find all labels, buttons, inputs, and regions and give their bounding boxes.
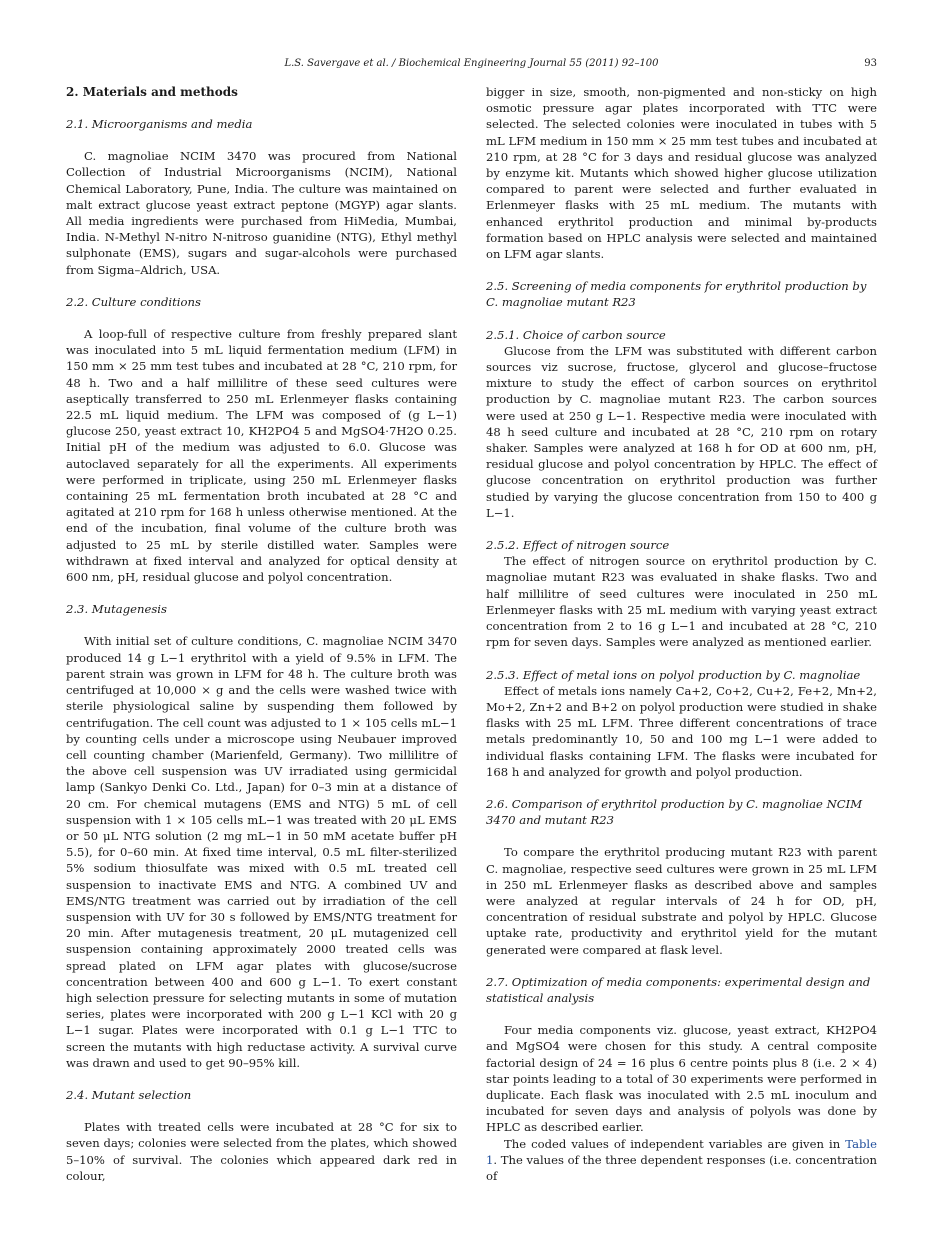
subsection-title-2-4: 2.4. Mutant selection <box>66 1087 192 1102</box>
subsection-title-2-6: 2.6. Comparison of erythritol production by C. magnoliae NCIM 3470 and mutant R23 <box>486 796 863 828</box>
subsection-title-2-5-3: 2.5.3. Effect of metal ions on polyol production by C. magnoliae <box>486 667 861 682</box>
running-header <box>66 56 877 72</box>
paragraph-2-5-2: The effect of nitrogen source on erythritol production by C. magnoliae mutant R23 was evaluated in shake flasks. Two and half millilitre of seed cultures were inoculated in 250 mL Erlenmeyer flasks with 25 mL medium with varying yeast extract concentration from 2 to 16 g L−1 and incubated at 28 °C, 210 rpm for seven days. Samples were analyzed as mentioned earlier. <box>486 554 877 650</box>
paragraph-2-6: To compare the erythritol producing mutant R23 with parent C. magnoliae, respective seed cultures were grown in 25 mL LFM in 250 mL Erlenmeyer flasks as described above and samples were analyzed at regular intervals of 24 h for OD, pH, concentration of residual substrate and polyol by HPLC. Glucose uptake rate, productivity and erythritol yield for the mutant generated were compared at flask level. <box>486 845 877 957</box>
paragraph-2-7-2 <box>486 1136 877 1185</box>
subsection-title-2-7: 2.7. Optimization of media components: experimental design and statistical analysis <box>486 974 871 1005</box>
paragraph-2-7-2-end: . The values of the three dependent responses (i.e. concentration of <box>486 1152 877 1183</box>
table-1-link[interactable]: Table 1 <box>486 1136 878 1167</box>
page-number: 93 <box>864 58 877 69</box>
paragraph-2-5-1: Glucose from the LFM was substituted with different carbon sources viz sucrose, fructose, glycerol and glucose–fructose mixture to study the effect of carbon sources on erythritol production by C. magnoliae mutant R23. The carbon sources were used at 250 g L−1. Respective media were inoculated with 48 h seed culture and incubated at 28 °C, 210 rpm on rotary shaker. Samples were analyzed at 168 h for OD at 600 nm, pH, residual glucose and polyol concentration by HPLC. The effect of glucose concentration on erythritol production was further studied by varying the glucose concentration from 150 to 400 g L−1. <box>486 343 877 520</box>
running-title: L.S. Savergave et al. / Biochemical Engineering Journal 55 (2011) 92–100 <box>284 58 659 69</box>
paragraph-2-4-continued: bigger in size, smooth, non-pigmented and non-sticky on high osmotic pressure agar plates incorporated with TTC were selected. The selected colonies were inoculated in tubes with 5 mL LFM medium in 150 mm × 25 mm test tubes and incubated at 210 rpm, at 28 °C for 3 days and residual glucose was analyzed by enzyme kit. Mutants which showed higher glucose utilization compared to parent were selected and further evaluated in Erlenmeyer flasks with 25 mL medium. The mutants with enhanced erythritol production and minimal by-products formation based on HPLC analysis were selected and maintained on LFM agar slants. <box>486 85 877 262</box>
right-column <box>486 84 877 1184</box>
paragraph-2-4: Plates with treated cells were incubated at 28 °C for six to seven days; colonies were selected from the plates, which showed 5–10% of survival. The colonies which appeared dark red in colour, <box>66 1120 457 1183</box>
left-column <box>66 84 457 1184</box>
subsection-title-2-5-2: 2.5.2. Effect of nitrogen source <box>486 538 670 553</box>
subsection-title-2-1: 2.1. Microorganisms and media <box>66 117 253 131</box>
paragraph-2-1: C. magnoliae NCIM 3470 was procured from National Collection of Industrial Microorganisms (NCIM), National Chemical Laboratory, Pune, India. The culture was maintained on malt extract glucose yeast extract peptone (MGYP) agar slants. All media ingredients were purchased from HiMedia, Mumbai, India. N-Methyl N-nitro N-nitroso guanidine (NTG), Ethyl methyl sulphonate (EMS), sugars and sugar-alcohols were purchased from Sigma–Aldrich, USA. <box>66 149 457 277</box>
subsection-title-2-2: 2.2. Culture conditions <box>66 294 201 309</box>
subsection-title-2-5-1: 2.5.1. Choice of carbon source <box>486 327 666 342</box>
subsection-title-2-5: 2.5. Screening of media components for erythritol production by C. magnoliae mutant R23 <box>486 279 867 310</box>
paragraph-2-7-1: Four media components viz. glucose, yeast extract, KH2PO4 and MgSO4 were chosen for this study. A central composite factorial design of 24 = 16 plus 6 centre points plus 8 (i.e. 2 × 4) star points leading to a total of 30 experiments were performed in duplicate. Each flask was inoculated with 2.5 mL inoculum and incubated for seven days and analysis of polyols was done by HPLC as described earlier. <box>486 1023 877 1135</box>
section-title-materials-methods: 2. Materials and methods <box>66 85 238 99</box>
paragraph-2-5-3: Effect of metals ions namely Ca+2, Co+2, Cu+2, Fe+2, Mn+2, Mo+2, Zn+2 and B+2 on polyol production were studied in shake flasks with 25 mL LFM. Three different concentrations of trace metals predominantly 10, 50 and 100 mg L−1 were added to individual flasks containing LFM. The flasks were incubated for 168 h and analyzed for growth and polyol production. <box>486 683 877 779</box>
subsection-title-2-3: 2.3. Mutagenesis <box>66 602 167 617</box>
paragraph-2-3: With initial set of culture conditions, C. magnoliae NCIM 3470 produced 14 g L−1 erythritol with a yield of 9.5% in LFM. The parent strain was grown in LFM for 48 h. The culture broth was centrifuged at 10,000 × g and the cells were washed twice with sterile physiological saline by suspending them followed by centrifugation. The cell count was adjusted to 1 × 105 cells mL−1 by counting cells under a microscope using Neubauer improved cell counting chamber (Marienfeld, Germany). Two millilitre of the above cell suspension was UV irradiated using germicidal lamp (Sankyo Denki Co. Ltd., Japan) for 0–3 min at a distance of 20 cm. For chemical mutagens (EMS and NTG) 5 mL of cell suspension with 1 × 105 cells mL−1 was treated with 20 μL EMS or 50 μL NTG solution (2 mg mL−1 in 50 mM acetate buffer pH 5.5), for 0–60 min. At fixed time interval, 0.5 mL filter-sterilized 5% sodium thiosulfate was mixed with 0.5 mL treated cell suspension to inactivate EMS and NTG. A combined UV and EMS/NTG treatment was carried out by irradiation of the cell suspension with UV for 30 s followed by EMS/NTG treatment for 20 min. After mutagenesis treatment, 20 μL mutagenized cell suspension containing approximately 2000 treated cells was spread plated on LFM agar plates with glucose/sucrose concentration between 400 and 600 g L−1. To exert constant high selection pressure for selecting mutants in some of mutation series, plates were incorporated with 200 g L−1 KCl with 20 g L−1 sugar. Plates were incorporated with 0.1 g L−1 TTC to screen the mutants with high reductase activity. A survival curve was drawn and used to get 90–95% kill. <box>66 634 457 1070</box>
paragraph-2-7-2-start: The coded values of independent variables are given in <box>504 1136 841 1151</box>
paragraph-2-2: A loop-full of respective culture from freshly prepared slant was inoculated into 5 mL liquid fermentation medium (LFM) in 150 mm × 25 mm test tubes and incubated at 28 °C, 210 rpm, for 48 h. Two and a half millilitre of these seed cultures were aseptically transferred to 250 mL Erlenmeyer flasks containing 22.5 mL liquid medium. The LFM was composed of (g L−1) glucose 250, yeast extract 10, KH2PO4 5 and MgSO4·7H2O 0.25. Initial pH of the medium was adjusted to 6.0. Glucose was autoclaved separately for all the experiments. All experiments were performed in triplicate, using 250 mL Erlenmeyer flasks containing 25 mL fermentation broth incubated at 28 °C and agitated at 210 rpm for 168 h unless otherwise mentioned. At the end of the incubation, final volume of the culture broth was adjusted to 25 mL by sterile distilled water. Samples were withdrawn at fixed interval and analyzed for optical density at 600 nm, pH, residual glucose and polyol concentration. <box>66 327 457 585</box>
